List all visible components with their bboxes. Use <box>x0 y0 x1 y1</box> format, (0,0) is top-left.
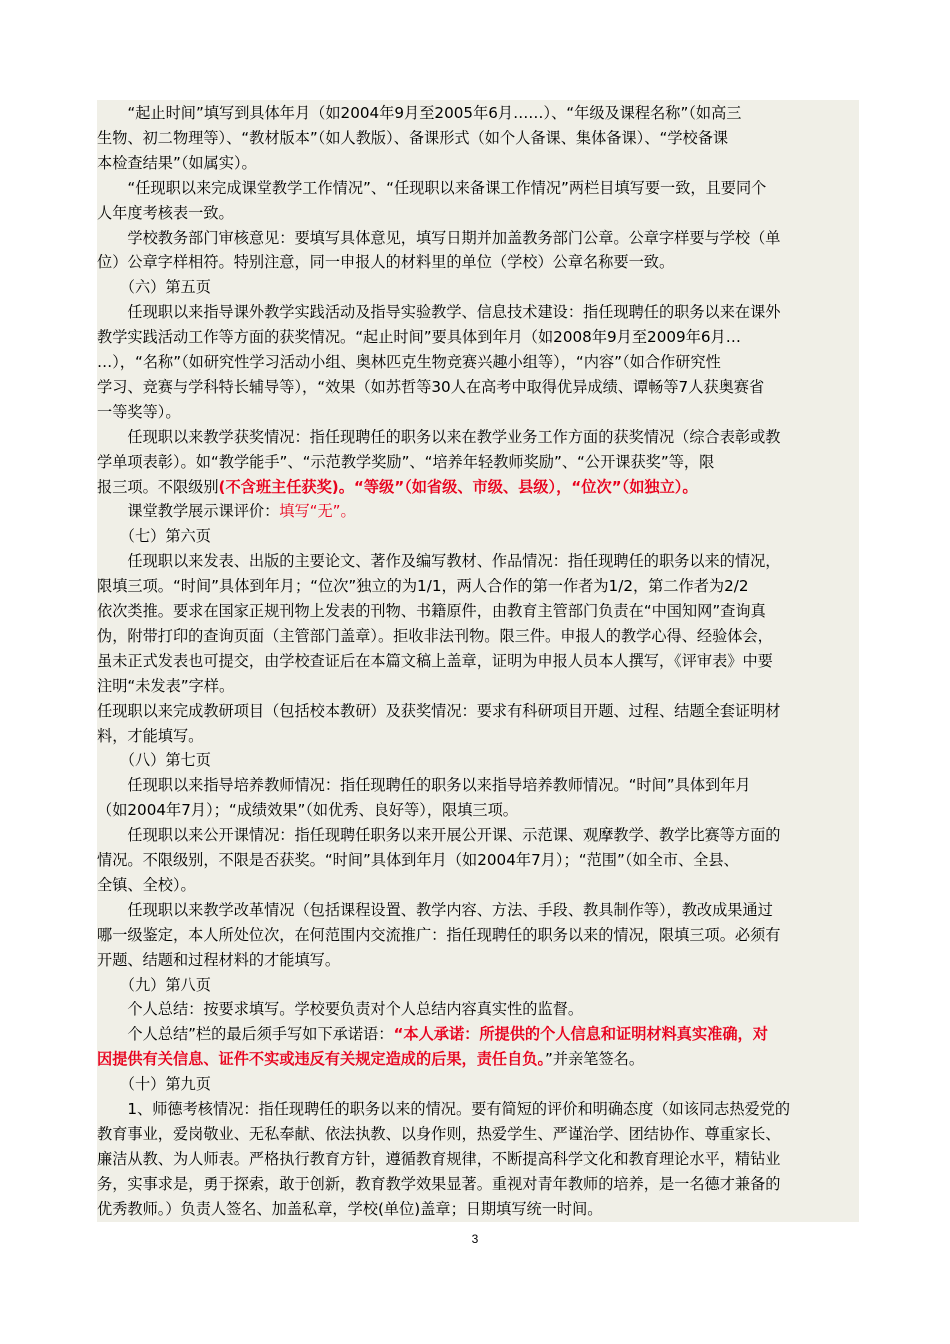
text-line <box>97 573 749 599</box>
text-line <box>97 324 741 350</box>
text-segment: 开题、结题和过程材料的才能填写。 <box>97 950 340 969</box>
text-segment: 依次类推。要求在国家正规刊物上发表的刊物、书籍原件，由教育主管部门负责在“中国知网”查询真 <box>97 602 766 620</box>
text-segment: 料，才能填写。 <box>97 726 204 745</box>
text-line <box>97 274 211 300</box>
text-line <box>97 150 257 176</box>
text-segment: 伪，附带打印的查询页面（主管部门盖章）。拒收非法刊物。限三件。申报人的教学心得、经验体会， <box>97 626 773 645</box>
text-segment: 任现职以来指导课外教学实践活动及指导实验教学、信息技术建设：指任现聘任的职务以来在课外 <box>97 303 781 322</box>
text-segment: （八）第七页 <box>97 751 211 770</box>
text-segment: 任现职以来完成教研项目（包括校本教研）及获奖情况：要求有科研项目开题、过程、结题全套证明材 <box>97 701 781 720</box>
text-line <box>97 548 780 574</box>
text-segment: 全镇、全校）。 <box>97 875 196 894</box>
text-line <box>97 225 780 251</box>
text-line <box>97 1096 790 1122</box>
text-segment: 务，实事求是，勇于探索，敢于创新，教育教学效果显著。重视对青年教师的培养，是一名德才兼备的 <box>97 1174 781 1193</box>
text-line <box>97 897 773 923</box>
text-line <box>97 872 196 898</box>
text-segment: 教学实践活动工作等方面的获奖情况。“起止时间”要具体到年月（如2008年9月至2009年6月… <box>97 328 741 347</box>
text-segment: 本检查结果”（如属实）。 <box>97 153 257 172</box>
text-segment: “任现职以来完成课堂教学工作情况”、“任现职以来备课工作情况”两栏目填写要一致，且要同个 <box>97 178 767 197</box>
emphasis-text: “本人承诺：所提供的个人信息和证明材料真实准确，对 <box>393 1025 768 1044</box>
text-segment: 个人总结：按要求填写。学校要负责对个人总结内容真实性的监督。 <box>97 1000 583 1019</box>
text-segment: ”并亲笔签名。 <box>545 1050 645 1069</box>
text-line <box>97 996 583 1022</box>
text-line <box>97 1121 780 1147</box>
text-line <box>97 772 751 798</box>
text-line <box>97 100 741 126</box>
text-line <box>97 922 780 948</box>
text-line <box>97 1196 602 1222</box>
text-line <box>97 972 211 998</box>
text-line <box>97 797 518 823</box>
text-segment: （九）第八页 <box>97 975 211 994</box>
text-segment: 1、师德考核情况：指任现聘任的职务以来的情况。要有简短的评价和明确态度（如该同志热爱党的 <box>97 1100 791 1118</box>
text-line <box>97 474 698 500</box>
emphasis-text: 因提供有关信息、证件不实或违反有关规定造成的后果，责任自负。 <box>97 1050 546 1069</box>
text-line <box>97 673 234 699</box>
text-segment: 廉洁从教、为人师表。严格执行教育方针，遵循教育规律，不断提高科学文化和教育理论水平，精钻业 <box>97 1149 781 1168</box>
page-number: 3 <box>471 1232 479 1246</box>
text-segment: 哪一级鉴定，本人所处位次，在何范围内交流推广：指任现聘任的职务以来的情况，限填三项。必须有 <box>97 925 781 944</box>
text-segment: 教育事业，爱岗敬业、无私奉献、依法执教、以身作则，热爱学生、严谨治学、团结协作、尊重家长、 <box>97 1124 781 1143</box>
text-line <box>97 698 780 724</box>
text-line <box>97 299 780 325</box>
text-segment: （七）第六页 <box>97 527 211 546</box>
text-line <box>97 822 780 848</box>
text-line <box>97 498 356 524</box>
text-line <box>97 125 728 151</box>
text-line <box>97 424 780 450</box>
text-segment: 任现职以来教学改革情况（包括课程设置、教学内容、方法、手段、教具制作等），教改成果通过 <box>97 900 773 919</box>
text-segment: 注明“未发表”字样。 <box>97 676 235 695</box>
text-segment: 人年度考核表一致。 <box>97 203 234 222</box>
text-line <box>97 249 674 275</box>
text-segment: 课堂教学展示课评价： <box>97 502 280 521</box>
text-segment: 个人总结”栏的最后须手写如下承诺语： <box>97 1025 394 1044</box>
text-segment: 任现职以来指导培养教师情况：指任现聘任的职务以来指导培养教师情况。“时间”具体到年月 <box>97 776 751 795</box>
text-segment: 情况。不限级别，不限是否获奖。“时间”具体到年月（如2004年7月）；“范围”（如全市、全县、 <box>97 851 739 869</box>
text-segment: 任现职以来教学获奖情况：指任现聘任的职务以来在教学业务工作方面的获奖情况（综合表彰或教 <box>97 427 781 446</box>
text-segment: 学单项表彰）。如“教学能手”、“示范教学奖励”、“培养年轻教师奖励”、“公开课获奖”等，限 <box>97 452 715 471</box>
emphasis-text: (不含班主任获奖)。“等级”（如省级、市级、县级），“位次”（如独立）。 <box>218 477 698 496</box>
text-segment: 限填三项。“时间”具体到年月；“位次”独立的为1/1，两人合作的第一作者为1/2，第二作者为2/2 <box>97 577 749 596</box>
text-line <box>97 723 203 749</box>
text-line <box>97 1171 780 1197</box>
text-segment: 学习、竞赛与学科特长辅导等），“效果（如苏哲等30人在高考中取得优异成绩、谭畅等7人获奥赛省 <box>97 377 765 396</box>
text-line <box>97 1071 211 1097</box>
text-segment: 一等奖等）。 <box>97 402 181 421</box>
text-segment: （如2004年7月）；“成绩效果”（如优秀、良好等），限填三项。 <box>97 801 518 820</box>
text-line <box>97 598 766 624</box>
text-line <box>97 847 739 873</box>
text-line <box>97 399 181 425</box>
text-segment: （六）第五页 <box>97 278 211 297</box>
text-line <box>97 1146 780 1172</box>
text-line <box>97 349 721 375</box>
text-line <box>97 374 764 400</box>
text-segment: 生物、初二物理等）、“教材版本”（如人教版）、备课形式（如个人备课、集体备课）、“学校备课 <box>97 128 729 147</box>
text-segment: 学校教务部门审核意见：要填写具体意见，填写日期并加盖教务部门公章。公章字样要与学校（单 <box>97 228 781 247</box>
text-segment: 优秀教师。）负责人签名、加盖私章，学校(单位)盖章；日期填写统一时间。 <box>97 1199 603 1218</box>
text-line <box>97 175 766 201</box>
text-line <box>97 947 340 973</box>
text-line <box>97 449 714 475</box>
text-line <box>97 747 211 773</box>
text-line <box>97 1021 768 1047</box>
text-segment: （十）第九页 <box>97 1075 211 1094</box>
text-line <box>97 648 773 674</box>
text-segment: …），“名称”（如研究性学习活动小组、奥林匹克生物竞赛兴趣小组等），“内容”（如合作研究性 <box>97 353 721 371</box>
text-segment: 任现职以来公开课情况：指任现聘任职务以来开展公开课、示范课、观摩教学、教学比赛等方面的 <box>97 826 781 845</box>
text-segment: 任现职以来发表、出版的主要论文、著作及编写教材、作品情况：指任现聘任的职务以来的情况， <box>97 552 781 571</box>
text-segment: 虽未正式发表也可提交，由学校查证后在本篇文稿上盖章，证明为申报人员本人撰写，《评审表》中要 <box>97 651 773 670</box>
text-line <box>97 623 773 649</box>
text-line <box>97 1046 644 1072</box>
text-line <box>97 200 234 226</box>
text-line <box>97 523 211 549</box>
text-segment: 位）公章字样相符。特别注意，同一申报人的材料里的单位（学校）公章名称要一致。 <box>97 253 675 272</box>
emphasis-text: 填写“无”。 <box>279 502 356 521</box>
text-segment: “起止时间”填写到具体年月（如2004年9月至2005年6月……）、“年级及课程名称”（如高三 <box>97 104 742 122</box>
text-segment: 报三项。不限级别 <box>97 477 219 496</box>
